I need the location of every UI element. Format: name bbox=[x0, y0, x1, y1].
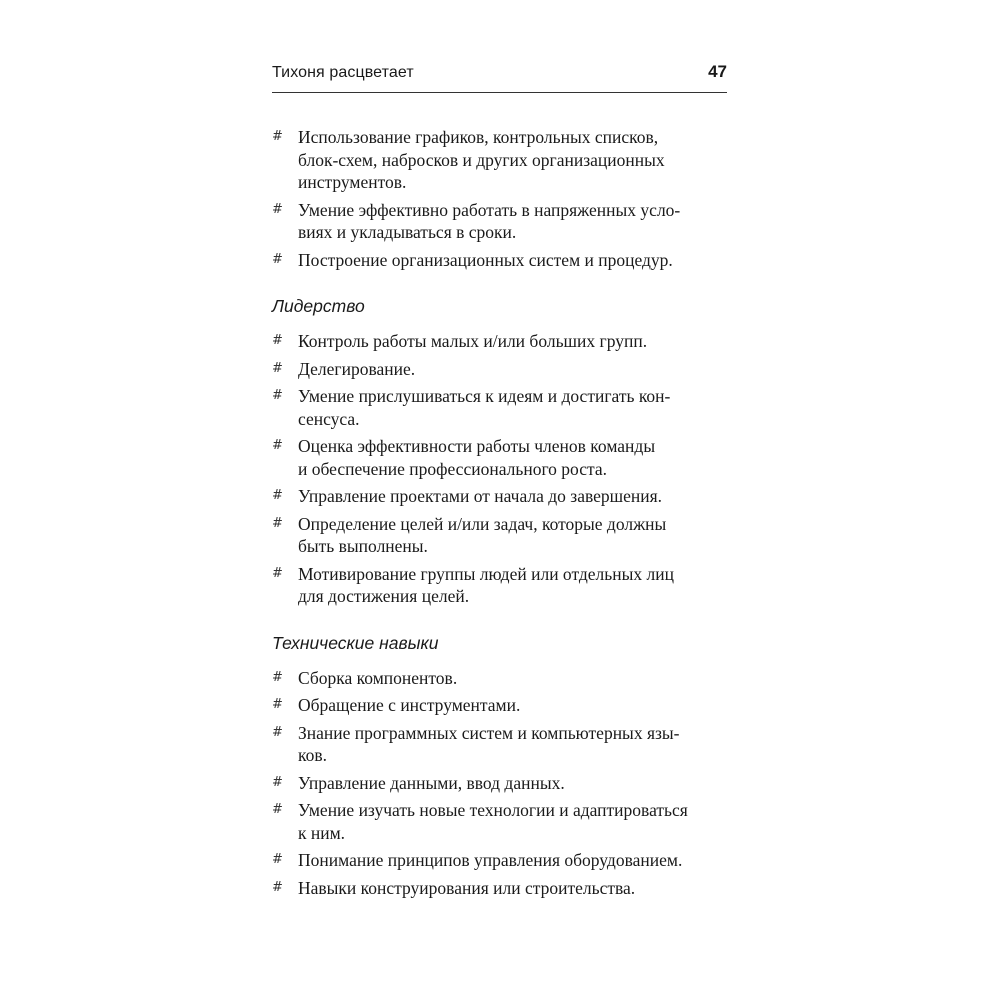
list-item-text: Сборка компонентов. bbox=[298, 667, 458, 688]
list-item-text: Умение прислушиваться к идеям и достигать кон- сенсуса. bbox=[298, 386, 671, 429]
hash-bullet-icon: # bbox=[272, 724, 283, 740]
list-item bbox=[272, 799, 727, 844]
list-item bbox=[272, 694, 727, 717]
list-item-text: Понимание принципов управления оборудованием. bbox=[298, 850, 683, 870]
list-item-text: Контроль работы малых и/или больших групп. bbox=[298, 331, 648, 351]
hash-bullet-icon: # bbox=[272, 879, 283, 895]
list-item bbox=[272, 722, 727, 767]
running-title: Тихоня расцветает bbox=[272, 64, 414, 81]
list-item-text: Делегирование. bbox=[298, 358, 416, 379]
hash-bullet-icon: # bbox=[272, 774, 283, 790]
hash-bullet-icon: # bbox=[272, 129, 283, 144]
list-item-text: Мотивирование группы людей или отдельных лиц для достижения целей. bbox=[298, 563, 674, 606]
hash-bullet-icon: # bbox=[272, 388, 283, 403]
hash-bullet-icon: # bbox=[272, 201, 283, 217]
list-item bbox=[272, 485, 727, 508]
hash-bullet-icon: # bbox=[272, 488, 283, 503]
list-item bbox=[272, 772, 727, 795]
list-item bbox=[272, 358, 727, 381]
section-list bbox=[272, 667, 727, 900]
list-item-text: Определение целей и/или задач, которые должны быть выполнены. bbox=[298, 513, 667, 556]
list-item bbox=[272, 513, 727, 558]
list-item bbox=[272, 435, 727, 480]
list-item bbox=[272, 330, 727, 353]
list-item bbox=[272, 126, 727, 194]
hash-bullet-icon: # bbox=[272, 251, 283, 267]
intro-list bbox=[272, 126, 727, 271]
list-item-text: Умение эффективно работать в напряженных усло- виях и укладываться в сроки. bbox=[298, 199, 681, 242]
list-item-text: Управление данными, ввод данных. bbox=[298, 772, 565, 793]
list-item-text: Умение изучать новые технологии и адаптироваться к ним. bbox=[298, 800, 688, 843]
list-item bbox=[272, 877, 727, 900]
hash-bullet-icon: # bbox=[272, 852, 283, 867]
list-item bbox=[272, 385, 727, 430]
hash-bullet-icon: # bbox=[272, 333, 283, 348]
sections bbox=[272, 295, 727, 899]
hash-bullet-icon: # bbox=[272, 360, 283, 376]
list-item-text: Обращение с инструментами. bbox=[298, 695, 521, 715]
section bbox=[272, 295, 727, 608]
list-item-text: Управление проектами от начала до завершения. bbox=[298, 486, 663, 506]
list-item-text: Использование графиков, контрольных списков, блок-схем, набросков и других организационных инструментов. bbox=[298, 127, 665, 192]
page-body bbox=[272, 126, 727, 899]
book-page bbox=[272, 62, 727, 904]
running-header bbox=[272, 62, 727, 93]
page-number: 47 bbox=[708, 62, 727, 81]
hash-bullet-icon: # bbox=[272, 515, 283, 531]
hash-bullet-icon: # bbox=[272, 802, 283, 817]
list-item bbox=[272, 849, 727, 872]
list-item-text: Знание программных систем и компьютерных язы- ков. bbox=[298, 722, 680, 765]
hash-bullet-icon: # bbox=[272, 697, 283, 712]
section-heading: Технические навыки bbox=[272, 632, 439, 653]
hash-bullet-icon: # bbox=[272, 669, 283, 685]
list-item bbox=[272, 563, 727, 608]
list-item-text: Оценка эффективности работы членов команды и обеспечение профессионального роста. bbox=[298, 436, 656, 479]
section-heading: Лидерство bbox=[272, 296, 365, 316]
section bbox=[272, 632, 727, 900]
list-item-text: Построение организационных систем и процедур. bbox=[298, 249, 673, 270]
list-item bbox=[272, 249, 727, 272]
list-item-text: Навыки конструирования или строительства. bbox=[298, 877, 636, 898]
list-item bbox=[272, 199, 727, 244]
hash-bullet-icon: # bbox=[272, 438, 283, 453]
list-item bbox=[272, 667, 727, 690]
section-list bbox=[272, 330, 727, 608]
hash-bullet-icon: # bbox=[272, 565, 283, 581]
